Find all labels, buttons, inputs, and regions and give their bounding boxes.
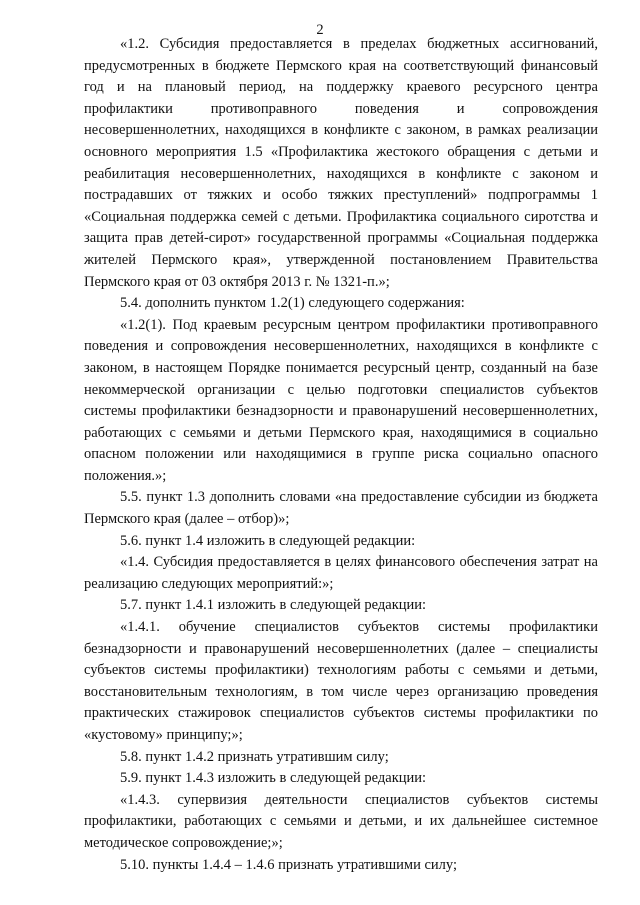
document-body [84,34,598,876]
paragraph-1-4-1: «1.4.1. обучение специалистов субъектов системы профилактики безнадзорности и правонарушений несовершеннолетних (далее – специалисты субъектов системы профилактики) технологиям работы с семьями и детьми, восстановительным технологиям, в том числе через организацию проведения практических стажировок специалистов субъектов системы профилактики по «кустовому» принципу;»; [84,619,598,743]
paragraph-5-10: 5.10. пункты 1.4.4 – 1.4.6 признать утратившими силу; [120,856,457,873]
paragraph-5-9: 5.9. пункт 1.4.3 изложить в следующей редакции: [120,770,427,787]
paragraph-1-4-3: «1.4.3. супервизия деятельности специалистов субъектов системы профилактики, работающих с семьями и детьми, и их дальнейшее системное методическое сопровождение;»; [84,791,598,851]
paragraph-5-5: 5.5. пункт 1.3 дополнить словами «на предоставление субсидии из бюджета Пермского края (далее – отбор)»; [84,489,598,528]
paragraph-5-7: 5.7. пункт 1.4.1 изложить в следующей редакции: [120,597,427,614]
paragraph-5-6: 5.6. пункт 1.4 изложить в следующей редакции: [120,532,416,549]
paragraph-1-2: «1.2. Субсидия предоставляется в пределах бюджетных ассигнований, предусмотренных в бюджете Пермского края на соответствующий финансовый год и на плановый период, на поддержку краевого ресурсного центра профилактики противоправного поведения и сопровождения несовершеннолетних, находящихся в конфликте с законом, в рамках реализации основного мероприятия 1.5 «Профилактика жестокого обращения с детьми и реабилитация несовершеннолетних, находящихся в конфликте с законом и пострадавших от тяжких и особо тяжких преступлений» подпрограммы 1 «Социальная поддержка семей с детьми. Профилактика социального сиротства и защита прав детей-сирот» государственной программы «Социальная поддержка жителей Пермского края», утвержденной постановлением Правительства Пермского края от 03 октября 2013 г. № 1321-п.»; [84,36,598,290]
paragraph-5-4: 5.4. дополнить пунктом 1.2(1) следующего содержания: [120,295,465,312]
page-number: 2 [316,22,324,38]
paragraph-1-2-1: «1.2(1). Под краевым ресурсным центром профилактики противоправного поведения и сопровождения несовершеннолетних, находящихся в конфликте с законом, в настоящем Порядке понимается ресурсный центр, созданный на базе некоммерческой организации с целью подготовки специалистов субъектов системы профилактики безнадзорности и правонарушений несовершеннолетних, работающих с семьями и детьми Пермского края, находящимися в социально опасном положении или находящимися в группе риска социально опасного положения.»; [84,316,598,484]
paragraph-1-4: «1.4. Субсидия предоставляется в целях финансового обеспечения затрат на реализацию следующих мероприятий:»; [84,554,598,592]
paragraph-5-8: 5.8. пункт 1.4.2 признать утратившим силу; [120,748,389,765]
